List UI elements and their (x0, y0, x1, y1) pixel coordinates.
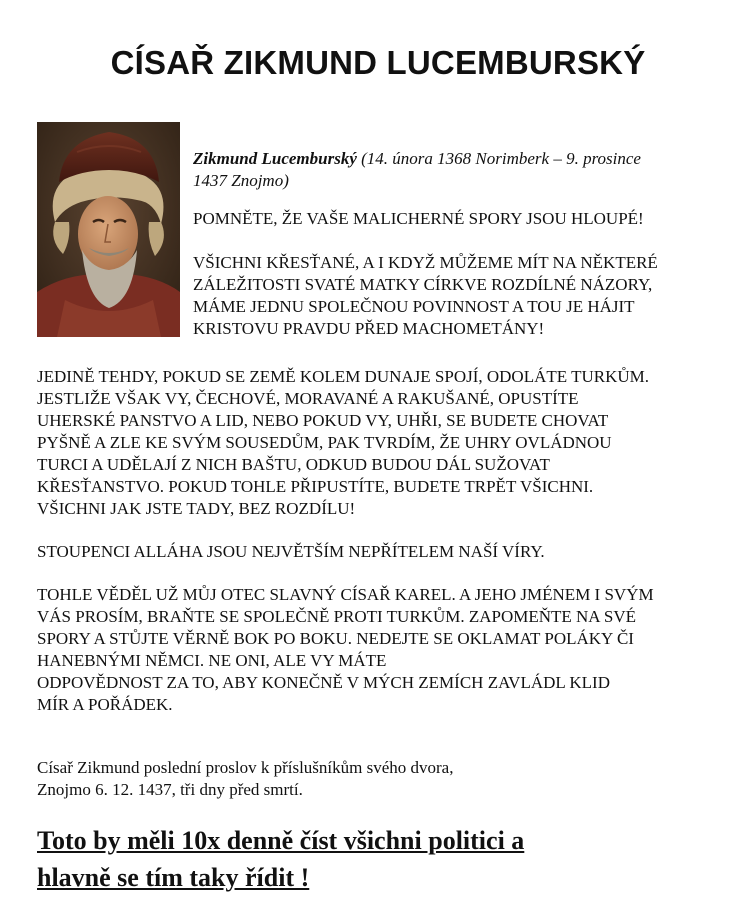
signature-line: Císař Zikmund poslední proslov k příslušníkům svého dvora, (37, 758, 454, 777)
text-line: POMNĚTE, ŽE VAŠE MALICHERNÉ SPORY JSOU HLOUPÉ! (193, 209, 644, 228)
text-line: KRISTOVU PRAVDU PŘED MACHOMETÁNY! (193, 319, 545, 338)
life-dates: (14. února 1368 Norimberk – 9. prosince (356, 149, 641, 168)
closing-remark (37, 822, 737, 896)
text-line: HANEBNÝMI NĚMCI. NE ONI, ALE VY MÁTE (37, 651, 387, 670)
paragraph-4 (37, 541, 727, 563)
portrait-image (37, 122, 180, 337)
paragraph-1 (193, 208, 733, 230)
paragraph-5 (37, 584, 727, 716)
text-line: MÁME JEDNU SPOLEČNOU POVINNOST A TOU JE HÁJIT (193, 297, 635, 316)
text-line: ZÁLEŽITOSTI SVATÉ MATKY CÍRKVE ROZDÍLNÉ NÁZORY, (193, 275, 653, 294)
text-line: STOUPENCI ALLÁHA JSOU NEJVĚTŠÍM NEPŘÍTELEM NAŠÍ VÍRY. (37, 542, 545, 561)
paragraph-2 (193, 252, 723, 340)
text-line: TURCI A UDĚLAJÍ Z NICH BAŠTU, ODKUD BUDOU DÁL SUŽOVAT (37, 455, 550, 474)
text-line: SPORY A STŮJTE VĚRNĚ BOK PO BOKU. NEDEJTE SE OKLAMAT POLÁKY ČI (37, 629, 634, 648)
closing-line: hlavně se tím taky řídit ! (37, 863, 310, 892)
emperor-portrait-icon (37, 122, 180, 337)
page-title: CÍSAŘ ZIKMUND LUCEMBURSKÝ (110, 44, 646, 81)
signature (37, 757, 453, 801)
life-dates-continued: 1437 Znojmo) (193, 171, 289, 190)
text-line: UHERSKÉ PANSTVO A LID, NEBO POKUD VY, UHŘI, SE BUDETE CHOVAT (37, 411, 609, 430)
text-line: KŘESŤANSTVO. POKUD TOHLE PŘIPUSTÍTE, BUDETE TRPĚT VŠICHNI. (37, 477, 594, 496)
text-line: VŠICHNI JAK JSTE TADY, BEZ ROZDÍLU! (37, 499, 356, 518)
text-line: TOHLE VĚDĚL UŽ MŮJ OTEC SLAVNÝ CÍSAŘ KAREL. A JEHO JMÉNEM I SVÝM (37, 585, 654, 604)
text-line: JESTLIŽE VŠAK VY, ČECHOVÉ, MORAVANÉ A RAKUŠANÉ, OPUSTÍTE (37, 389, 579, 408)
text-line: VÁS PROSÍM, BRAŇTE SE SPOLEČNĚ PROTI TURKŮM. ZAPOMEŇTE NA SVÉ (37, 607, 637, 626)
intro-text (193, 148, 713, 192)
signature-line: Znojmo 6. 12. 1437, tři dny před smrtí. (37, 780, 303, 799)
text-line: PYŠNĚ A ZLE KE SVÝM SOUSEDŮM, PAK TVRDÍM, ŽE UHRY OVLÁDNOU (37, 433, 612, 452)
text-line: MÍR A POŘÁDEK. (37, 695, 173, 714)
paragraph-3 (37, 366, 727, 520)
text-line: JEDINĚ TEHDY, POKUD SE ZEMĚ KOLEM DUNAJE SPOJÍ, ODOLÁTE TURKŮM. (37, 367, 649, 386)
emperor-name: Zikmund Lucemburský (193, 149, 357, 168)
closing-line: Toto by měli 10x denně číst všichni politici a (37, 826, 525, 855)
text-line: ODPOVĚDNOST ZA TO, ABY KONEČNĚ V MÝCH ZEMÍCH ZAVLÁDL KLID (37, 673, 610, 692)
text-line: VŠICHNI KŘESŤANÉ, A I KDYŽ MŮŽEME MÍT NA NĚKTERÉ (193, 253, 658, 272)
